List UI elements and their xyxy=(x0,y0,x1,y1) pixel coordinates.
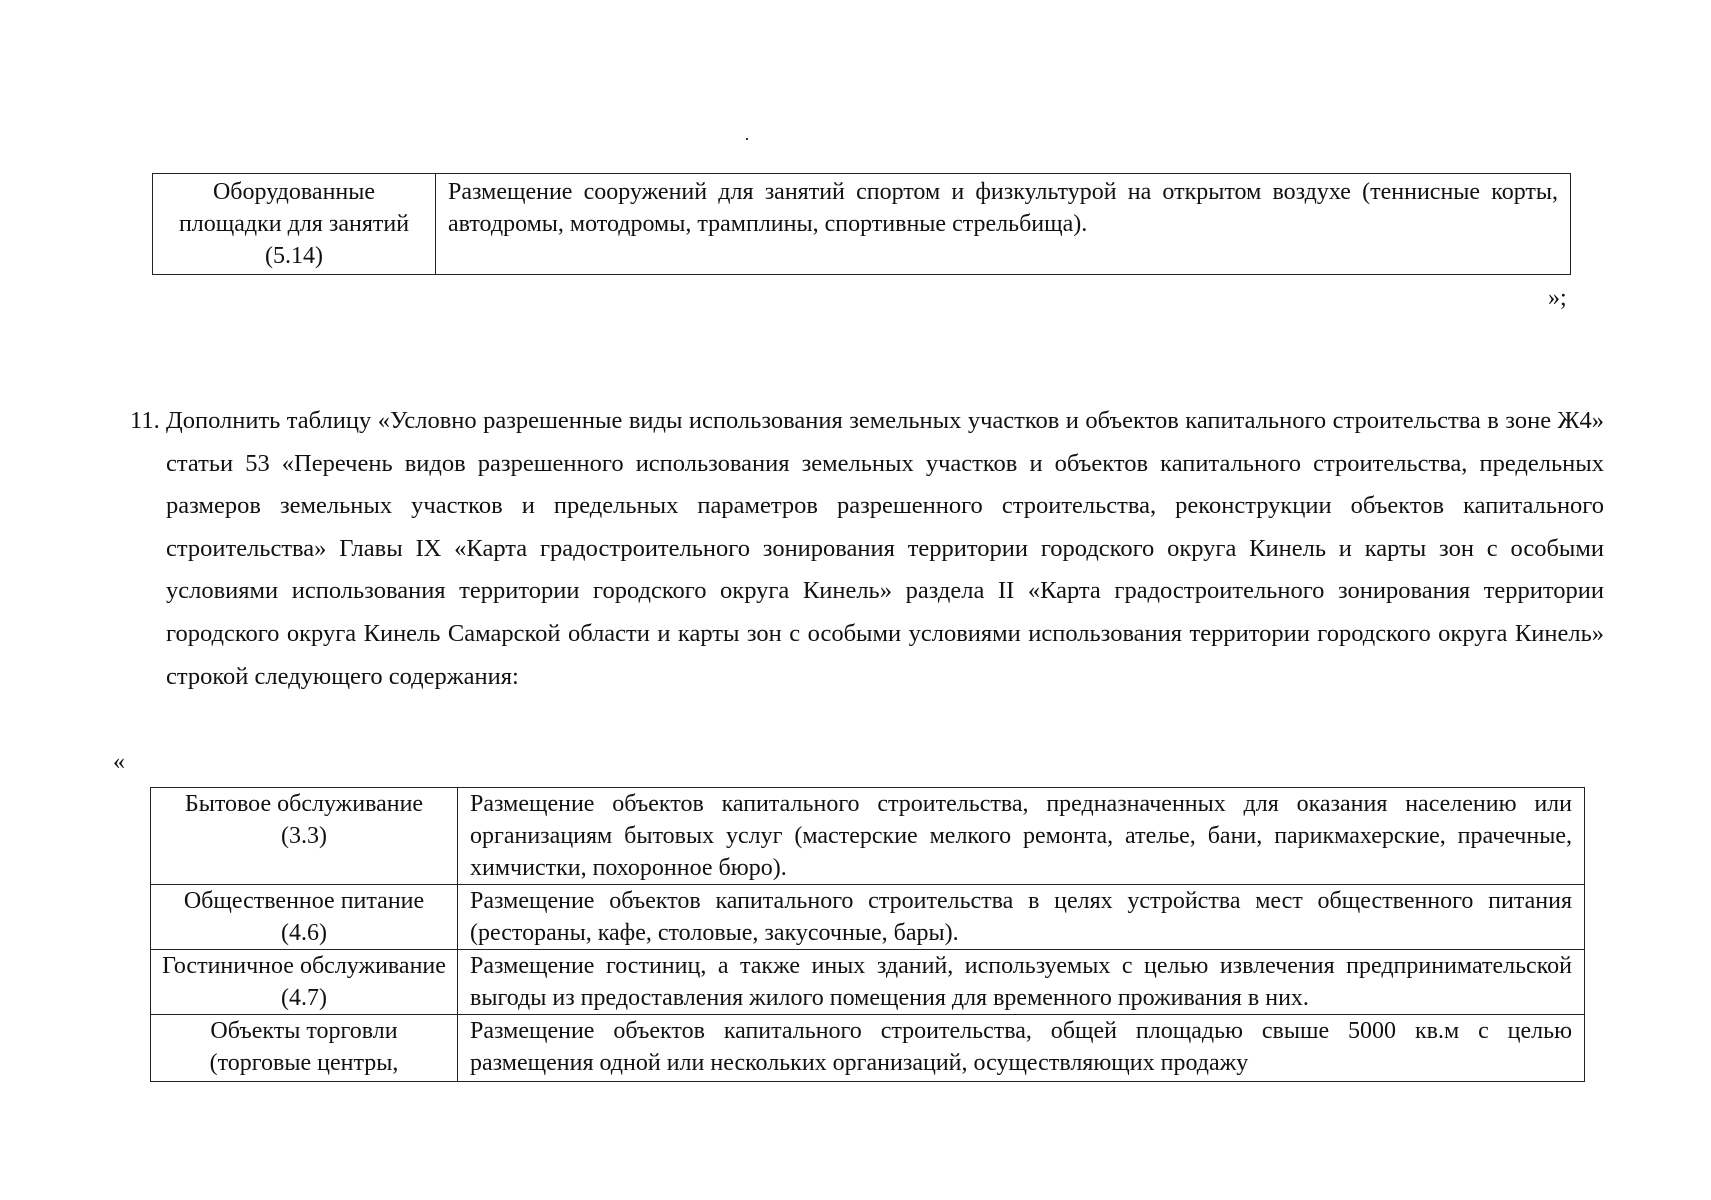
land-use-table-bottom xyxy=(150,787,1585,1082)
use-type-name: Оборудованные площадки для занятий (5.14) xyxy=(153,174,436,275)
table-row xyxy=(151,885,1585,950)
table-row xyxy=(151,950,1585,1015)
item-text: Дополнить таблицу «Условно разрешенные виды использования земельных участков и объектов капитального строительства в зоне Ж4» статьи 53 «Перечень видов разрешенного использования земельных участков и объектов капитального строительства, предельных размеров земельных участков и предельных параметров разрешенного строительства, реконструкции объектов капитального строительства» Главы IX «Карта градостроительного зонирования территории городского округа Кинель и карты зон с особыми условиями использования территории городского округа Кинель» раздела II «Карта градостроительного зонирования территории городского округа Кинель Самарской области и карты зон с особыми условиями использования территории городского округа Кинель» строкой следующего содержания: xyxy=(166,407,1604,690)
amendment-item xyxy=(130,400,1604,698)
item-number: 11. xyxy=(130,407,160,434)
table-row xyxy=(151,1015,1585,1082)
use-type-name: Гостиничное обслуживание (4.7) xyxy=(151,950,458,1015)
use-type-name: Общественное питание (4.6) xyxy=(151,885,458,950)
opening-quote: « xyxy=(113,749,125,775)
use-type-name-text: Объекты торговли (торговые центры, xyxy=(209,1018,399,1076)
use-type-description: Размещение гостиниц, а также иных зданий, используемых с целью извлечения предпринимательской выгоды из предоставления жилого помещения для временного проживания в них. xyxy=(458,950,1585,1015)
use-type-description: Размещение сооружений для занятий спортом и физкультурой на открытом воздухе (теннисные корты, автодромы, мотодромы, трамплины, спортивные стрельбища). xyxy=(436,174,1571,275)
closing-quote: »; xyxy=(1548,285,1567,311)
use-type-description-text: Размещение объектов капитального строительства, общей площадью свыше 5000 кв.м с целью размещения одной или нескольких организаций, осуществляющих продажу xyxy=(470,1018,1572,1076)
use-type-description: Размещение объектов капитального строительства, предназначенных для оказания населению или организациям бытовых услуг (мастерские мелкого ремонта, ателье, бани, парикмахерские, прачечные, химчистки, похоронное бюро). xyxy=(458,788,1585,885)
use-type-name xyxy=(151,1015,458,1082)
table-row xyxy=(151,788,1585,885)
land-use-table-top xyxy=(152,173,1571,275)
use-type-description xyxy=(458,1015,1585,1082)
use-type-name: Бытовое обслуживание (3.3) xyxy=(151,788,458,885)
use-type-description: Размещение объектов капитального строительства в целях устройства мест общественного питания (рестораны, кафе, столовые, закусочные, бары). xyxy=(458,885,1585,950)
table-row xyxy=(153,174,1571,275)
scan-speck xyxy=(746,138,748,140)
